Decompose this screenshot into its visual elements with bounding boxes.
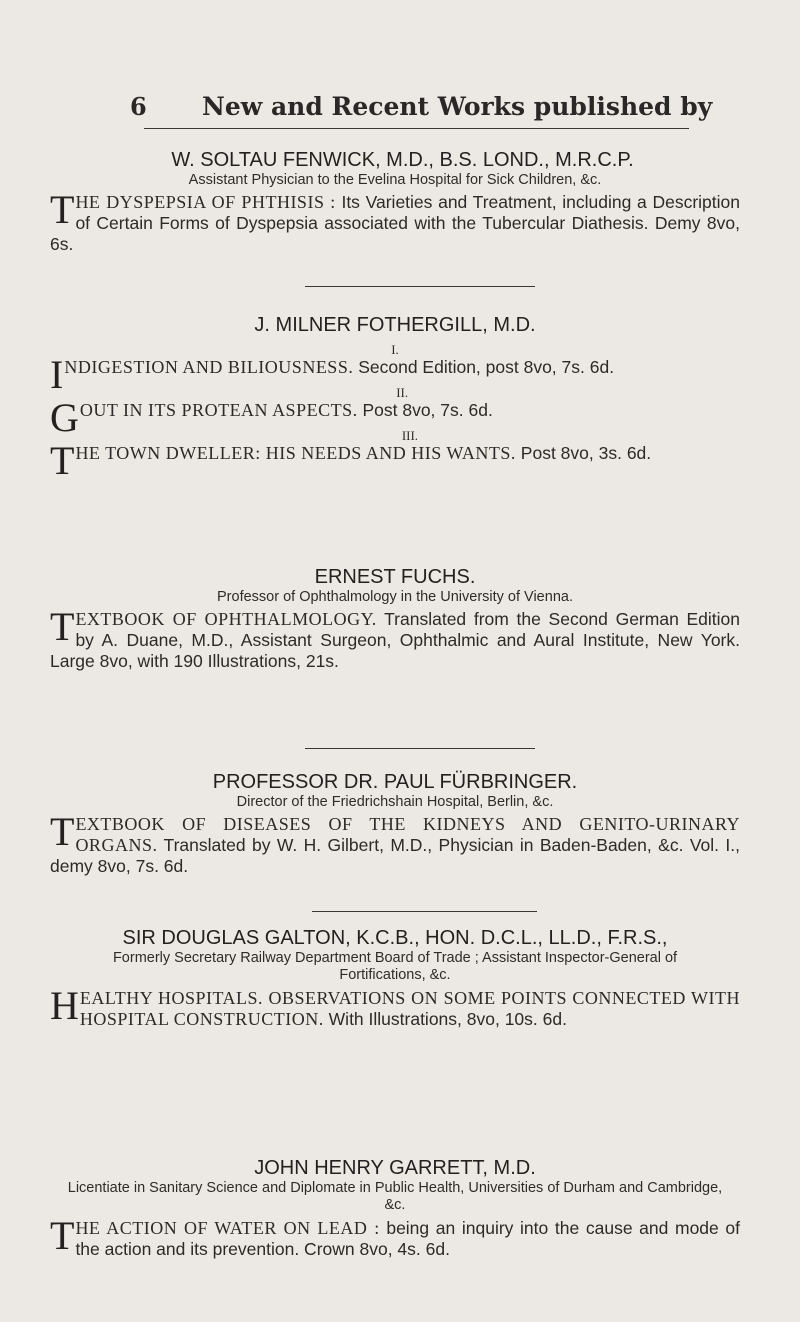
- work-details: Translated by W. H. Gilbert, M.D., Physician in Baden-Baden, &c. Vol. I., demy 8vo, 7s. 6d.: [50, 835, 740, 876]
- work-item: [50, 438, 740, 483]
- author-name: PROFESSOR DR. PAUL FÜRBRINGER.: [212, 771, 578, 793]
- author-affiliation: Director of the Friedrichshain Hospital, Berlin, &c.: [236, 794, 554, 810]
- drop-cap: G: [50, 395, 79, 440]
- section-rule: [305, 748, 535, 749]
- entry-fuchs: [50, 565, 740, 672]
- work-title: NDIGESTION AND BILIOUSNESS.: [64, 357, 354, 377]
- work-details: Post 8vo, 3s. 6d.: [515, 443, 652, 463]
- work-title: HE TOWN DWELLER: HIS NEEDS AND HIS WANTS.: [75, 443, 516, 463]
- author-name: J. MILNER FOTHERGILL, M.D.: [254, 314, 536, 336]
- work-details: Translated from the Second German Edition by A. Duane, M.D., Assistant Surgeon, Ophthalmic and Aural Institute, New York. Large 8vo, with 190 Illustrations, 21s.: [50, 609, 740, 671]
- author-affiliation: Assistant Physician to the Evelina Hospital for Sick Children, &c.: [188, 172, 602, 188]
- drop-cap: T: [50, 438, 75, 483]
- work-title: EXTBOOK OF DISEASES OF THE KIDNEYS AND GENITO-URINARY ORGANS.: [75, 814, 740, 855]
- work-item: [50, 1213, 740, 1260]
- entry-garrett: [50, 1156, 740, 1260]
- drop-cap: T: [50, 809, 75, 854]
- entry-furbringer: [50, 770, 740, 877]
- work-title: HE DYSPEPSIA OF PHTHISIS :: [75, 192, 336, 212]
- section-rule: [305, 286, 535, 287]
- header-rule: [144, 128, 689, 129]
- page-header: [130, 92, 713, 132]
- author-affiliation: Licentiate in Sanitary Science and Diplomate in Public Health, Universities of Durham and Cambridge, &c.: [67, 1180, 723, 1213]
- work-details: Its Varieties and Treatment, including a Description of Certain Forms of Dyspepsia associated with the Tubercular Diathesis. Demy 8vo, 6s.: [50, 192, 741, 254]
- author-name: SIR DOUGLAS GALTON, K.C.B., HON. D.C.L., LL.D., F.R.S.,: [122, 927, 668, 949]
- work-numeral: II.: [396, 385, 409, 400]
- author-name: ERNEST FUCHS.: [314, 566, 476, 588]
- work-title: HE ACTION OF WATER ON LEAD :: [75, 1218, 380, 1238]
- section-rule: [312, 911, 537, 912]
- work-numeral: III.: [401, 428, 419, 443]
- drop-cap: T: [50, 604, 75, 649]
- entry-fothergill: [50, 313, 740, 481]
- author-affiliation: Professor of Ophthalmology in the University of Vienna.: [217, 589, 573, 605]
- author-affiliation: Formerly Secretary Railway Department Board of Trade ; Assistant Inspector-General of Fortifications, &c.: [112, 950, 678, 983]
- work-numeral: I.: [391, 342, 399, 357]
- work-title: EXTBOOK OF OPHTHALMOLOGY.: [75, 609, 377, 629]
- work-title: OUT IN ITS PROTEAN ASPECTS.: [79, 400, 358, 420]
- running-title: New and Recent Works published by: [202, 92, 713, 121]
- work-details: being an inquiry into the cause and mode of the action and its prevention. Crown 8vo, 4s. 6d.: [75, 1218, 740, 1259]
- work-details: With Illustrations, 8vo, 10s. 6d.: [323, 1009, 567, 1029]
- work-item: [50, 604, 740, 672]
- entry-galton: [50, 926, 740, 1030]
- author-name: JOHN HENRY GARRETT, M.D.: [254, 1157, 536, 1179]
- page-number: 6: [130, 92, 147, 121]
- work-title: EALTHY HOSPITALS. OBSERVATIONS ON SOME POINTS CONNECTED WITH HOSPITAL CONSTRUCTION.: [79, 988, 740, 1029]
- entry-fenwick: [50, 148, 740, 255]
- author-name: W. SOLTAU FENWICK, M.D., B.S. LOND., M.R.C.P.: [171, 149, 634, 171]
- drop-cap: T: [50, 187, 75, 232]
- work-details: Post 8vo, 7s. 6d.: [357, 400, 493, 420]
- work-details: Second Edition, post 8vo, 7s. 6d.: [353, 357, 615, 377]
- drop-cap: H: [50, 983, 79, 1028]
- work-item: [50, 983, 740, 1030]
- work-item: [50, 187, 741, 255]
- drop-cap: I: [50, 352, 64, 397]
- drop-cap: T: [50, 1213, 75, 1258]
- work-item: [50, 809, 740, 877]
